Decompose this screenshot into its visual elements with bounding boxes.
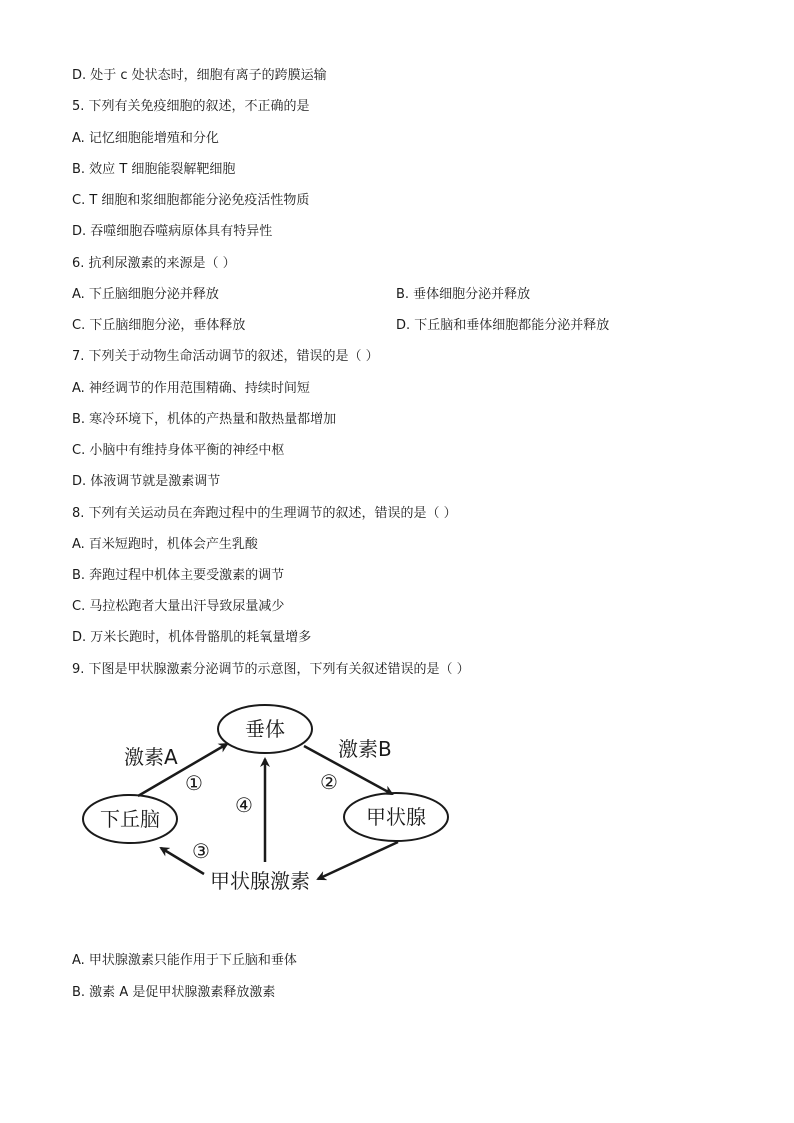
q6-stem: 6. 抗利尿激素的来源是（ ） [72, 256, 236, 271]
pituitary-label: 垂体 [245, 717, 285, 741]
q7-option-a: A. 神经调节的作用范围精确、持续时间短 [72, 381, 310, 396]
q6-option-b: B. 垂体细胞分泌并释放 [396, 287, 531, 302]
q8-option-a: A. 百米短跑时，机体会产生乳酸 [72, 537, 258, 552]
q9-option-a: A. 甲状腺激素只能作用于下丘脑和垂体 [72, 953, 297, 968]
thyroid-label: 甲状腺 [366, 805, 426, 829]
q8-stem: 8. 下列有关运动员在奔跑过程中的生理调节的叙述，错误的是（ ） [72, 506, 457, 521]
marker-4: ④ [235, 793, 253, 817]
q7-option-d: D. 体液调节就是激素调节 [72, 474, 221, 489]
thyroxine-label: 甲状腺激素 [210, 869, 310, 893]
marker-2: ② [320, 770, 338, 794]
q9-option-b: B. 激素 A 是促甲状腺激素释放激素 [72, 985, 276, 1000]
marker-1: ① [185, 771, 203, 795]
q6-option-a: A. 下丘脑细胞分泌并释放 [72, 287, 219, 302]
q5-option-a: A. 记忆细胞能增殖和分化 [72, 131, 219, 146]
q8-option-c: C. 马拉松跑者大量出汗导致尿量减少 [72, 599, 285, 614]
q7-stem: 7. 下列关于动物生命活动调节的叙述，错误的是（ ） [72, 349, 379, 364]
q6-option-d: D. 下丘脑和垂体细胞都能分泌并释放 [396, 318, 610, 333]
q4-option-d: D. 处于 c 处状态时，细胞有离子的跨膜运输 [72, 68, 327, 83]
q5-option-b: B. 效应 T 细胞能裂解靶细胞 [72, 162, 236, 177]
q5-option-d: D. 吞噬细胞吞噬病原体具有特异性 [72, 224, 273, 239]
hormone-b-label: 激素B [338, 737, 392, 761]
q6-option-c: C. 下丘脑细胞分泌，垂体释放 [72, 318, 246, 333]
q7-option-b: B. 寒冷环境下，机体的产热量和散热量都增加 [72, 412, 337, 427]
hypothalamus-label: 下丘脑 [100, 807, 160, 831]
q8-option-b: B. 奔跑过程中机体主要受激素的调节 [72, 568, 285, 583]
q8-option-d: D. 万米长跑时，机体骨骼肌的耗氧量增多 [72, 630, 312, 645]
q9-stem: 9. 下图是甲状腺激素分泌调节的示意图，下列有关叙述错误的是（ ） [72, 662, 470, 677]
marker-3: ③ [192, 839, 210, 863]
q5-stem: 5. 下列有关免疫细胞的叙述，不正确的是 [72, 99, 310, 114]
thyroid-regulation-diagram [70, 696, 470, 906]
arrow-thyroid-to-thyroxine [318, 842, 398, 879]
q5-option-c: C. T 细胞和浆细胞都能分泌免疫活性物质 [72, 193, 310, 208]
hormone-a-label: 激素A [124, 745, 178, 769]
q7-option-c: C. 小脑中有维持身体平衡的神经中枢 [72, 443, 285, 458]
